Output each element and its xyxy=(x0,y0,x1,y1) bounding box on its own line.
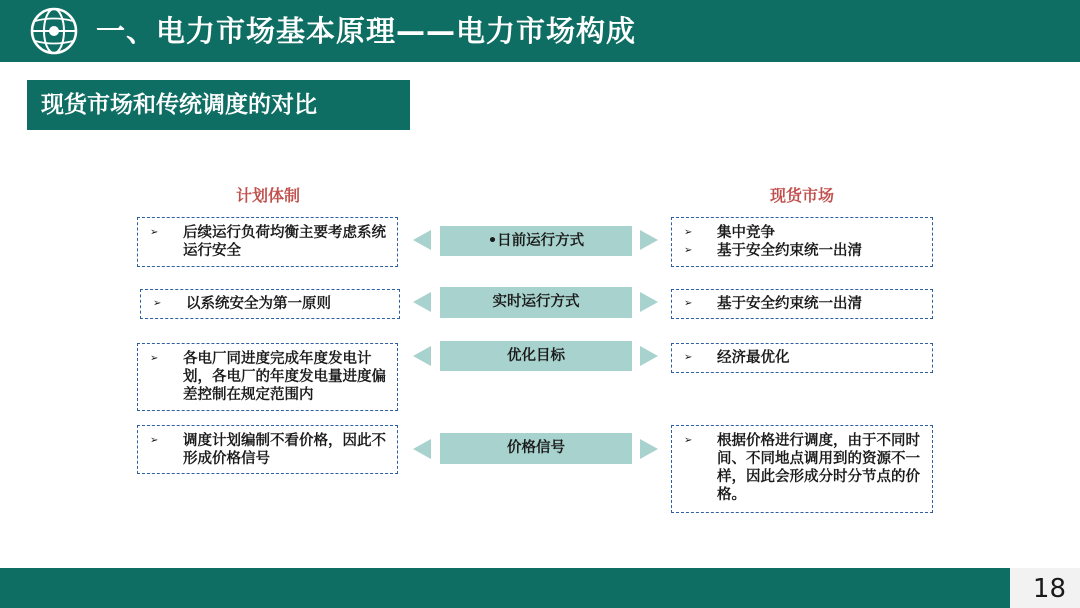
bullet-arrow-icon: ➢ xyxy=(150,353,159,364)
list-item: ➢ 集中竞争 xyxy=(684,225,775,241)
page-number: 18 xyxy=(1032,574,1066,604)
left-box-row-4 xyxy=(137,425,398,474)
bullet-arrow-icon: ➢ xyxy=(153,298,162,309)
bullet-arrow-icon: ➢ xyxy=(684,435,693,446)
middle-label-row-3: 优化目标 xyxy=(440,341,632,371)
bullet-arrow-icon: ➢ xyxy=(684,245,693,256)
right-box-row-3 xyxy=(671,343,933,373)
left-arrow-icon xyxy=(413,439,431,459)
list-item: ➢ 根据价格进行调度，由于不同时间、不同地点调用到的资源不一样，因此会形成分时分节点的价格。 xyxy=(684,433,920,503)
bullet-arrow-icon: ➢ xyxy=(684,298,693,309)
right-arrow-icon xyxy=(640,292,658,312)
left-box-row-3 xyxy=(137,343,398,411)
left-column-title: 计划体制 xyxy=(235,186,300,205)
left-arrow-icon xyxy=(413,346,431,366)
section-title: 现货市场和传统调度的对比 xyxy=(41,92,317,118)
footer-bar xyxy=(0,568,1080,608)
list-item: ➢ 经济最优化 xyxy=(684,350,790,366)
company-logo-icon xyxy=(24,6,84,56)
section-title-bar xyxy=(27,80,410,130)
right-column-title: 现货市场 xyxy=(769,186,834,205)
right-arrow-icon xyxy=(640,230,658,250)
left-box-row-2 xyxy=(140,289,400,319)
right-arrow-icon xyxy=(640,346,658,366)
right-arrow-icon xyxy=(640,439,658,459)
bullet-arrow-icon: ➢ xyxy=(684,352,693,363)
left-arrow-icon xyxy=(413,292,431,312)
right-box-row-1 xyxy=(671,217,933,267)
list-item: ➢ 以系统安全为第一原则 xyxy=(153,296,331,312)
bullet-arrow-icon: ➢ xyxy=(150,435,159,446)
page-title: 一、电力市场基本原理——电力市场构成 xyxy=(96,14,637,48)
left-arrow-icon xyxy=(413,230,431,250)
middle-label-row-1: •日前运行方式 xyxy=(440,226,632,256)
list-item: ➢ 调度计划编制不看价格，因此不形成价格信号 xyxy=(150,433,386,467)
list-item: ➢ 各电厂同进度完成年度发电计划，各电厂的年度发电量进度偏差控制在规定范围内 xyxy=(150,351,386,403)
list-item: ➢ 后续运行负荷均衡主要考虑系统运行安全 xyxy=(150,225,386,259)
list-item: ➢ 基于安全约束统一出清 xyxy=(684,296,862,312)
right-box-row-4 xyxy=(671,425,933,513)
bullet-arrow-icon: ➢ xyxy=(684,227,693,238)
page-number-box xyxy=(1010,568,1080,608)
header-bar xyxy=(0,0,1080,62)
left-box-row-1 xyxy=(137,217,398,267)
list-item: ➢ 基于安全约束统一出清 xyxy=(684,243,862,259)
bullet-arrow-icon: ➢ xyxy=(150,227,159,238)
middle-label-row-4: 价格信号 xyxy=(440,433,632,464)
right-box-row-2 xyxy=(671,289,933,319)
middle-label-row-2: 实时运行方式 xyxy=(440,287,632,318)
